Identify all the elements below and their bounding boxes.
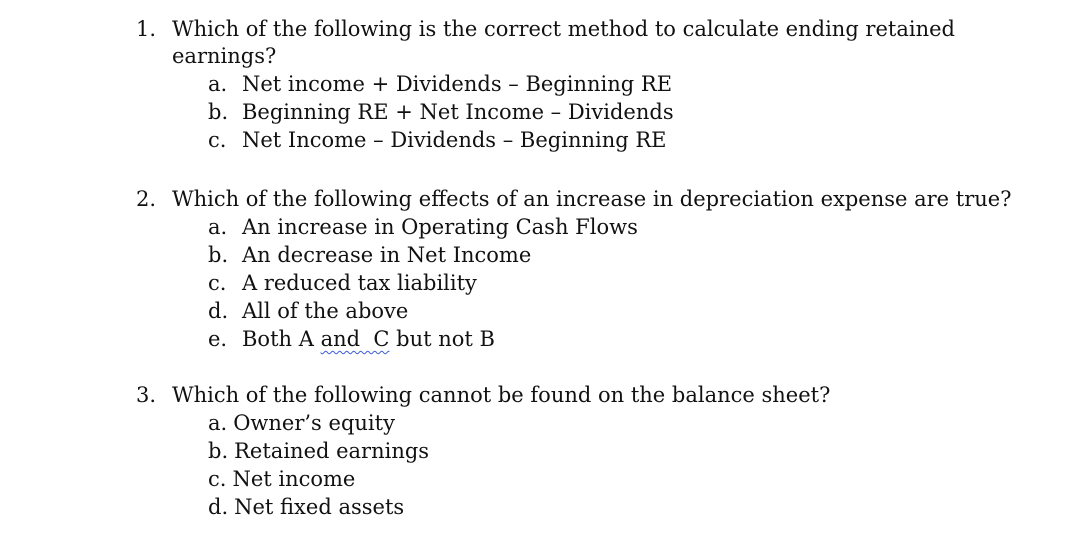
question-text: Which of the following cannot be found on the balance sheet? bbox=[172, 383, 831, 407]
option-text: A reduced tax liability bbox=[242, 271, 477, 295]
option-text: All of the above bbox=[242, 299, 409, 323]
option-letter: d. bbox=[208, 299, 229, 323]
option-text: An increase in Operating Cash Flows bbox=[242, 215, 638, 239]
option-letter: a. bbox=[208, 411, 228, 435]
option-d bbox=[208, 493, 1082, 521]
option-letter: e. bbox=[208, 327, 228, 351]
option-text: Net fixed assets bbox=[234, 495, 405, 519]
option-b bbox=[208, 98, 1082, 126]
option-text-after: but not B bbox=[389, 327, 495, 351]
question-number: 3. bbox=[136, 383, 157, 407]
question-1 bbox=[136, 16, 1056, 154]
question-1-options bbox=[208, 70, 1082, 154]
option-e bbox=[208, 325, 1082, 353]
question-text: Which of the following is the correct method to calculate ending retained earnings? bbox=[172, 17, 955, 68]
option-a bbox=[208, 70, 1082, 98]
question-1-stem bbox=[136, 16, 1056, 70]
option-letter: b. bbox=[208, 439, 229, 463]
option-b bbox=[208, 241, 1082, 269]
option-letter: c. bbox=[208, 128, 227, 152]
question-3 bbox=[136, 382, 1056, 521]
option-text: An decrease in Net Income bbox=[242, 243, 532, 267]
option-letter: a. bbox=[208, 72, 228, 96]
option-letter: b. bbox=[208, 100, 229, 124]
option-text: Owner’s equity bbox=[233, 411, 395, 435]
option-letter: d. bbox=[208, 495, 229, 519]
option-text-before: Both A bbox=[242, 327, 321, 351]
question-number: 1. bbox=[136, 17, 157, 41]
question-2-stem bbox=[136, 186, 1056, 213]
question-3-options bbox=[208, 409, 1082, 521]
option-letter: a. bbox=[208, 215, 228, 239]
option-text: Net income bbox=[232, 467, 356, 491]
question-2-options bbox=[208, 213, 1082, 353]
option-a bbox=[208, 213, 1082, 241]
spellcheck-flagged-text[interactable]: and C bbox=[320, 327, 390, 351]
option-text: Net Income – Dividends – Beginning RE bbox=[242, 128, 667, 152]
option-text: Retained earnings bbox=[234, 439, 430, 463]
option-a bbox=[208, 409, 1082, 437]
question-number: 2. bbox=[136, 187, 157, 211]
option-c bbox=[208, 465, 1082, 493]
question-text: Which of the following effects of an increase in depreciation expense are true? bbox=[172, 187, 1012, 211]
option-c bbox=[208, 269, 1082, 297]
option-c bbox=[208, 126, 1082, 154]
question-2 bbox=[136, 186, 1056, 353]
option-text: Net income + Dividends – Beginning RE bbox=[242, 72, 673, 96]
option-letter: c. bbox=[208, 271, 227, 295]
option-letter: b. bbox=[208, 243, 229, 267]
option-text: Beginning RE + Net Income – Dividends bbox=[242, 100, 674, 124]
option-b bbox=[208, 437, 1082, 465]
option-letter: c. bbox=[208, 467, 227, 491]
option-d bbox=[208, 297, 1082, 325]
question-3-stem bbox=[136, 382, 1056, 409]
